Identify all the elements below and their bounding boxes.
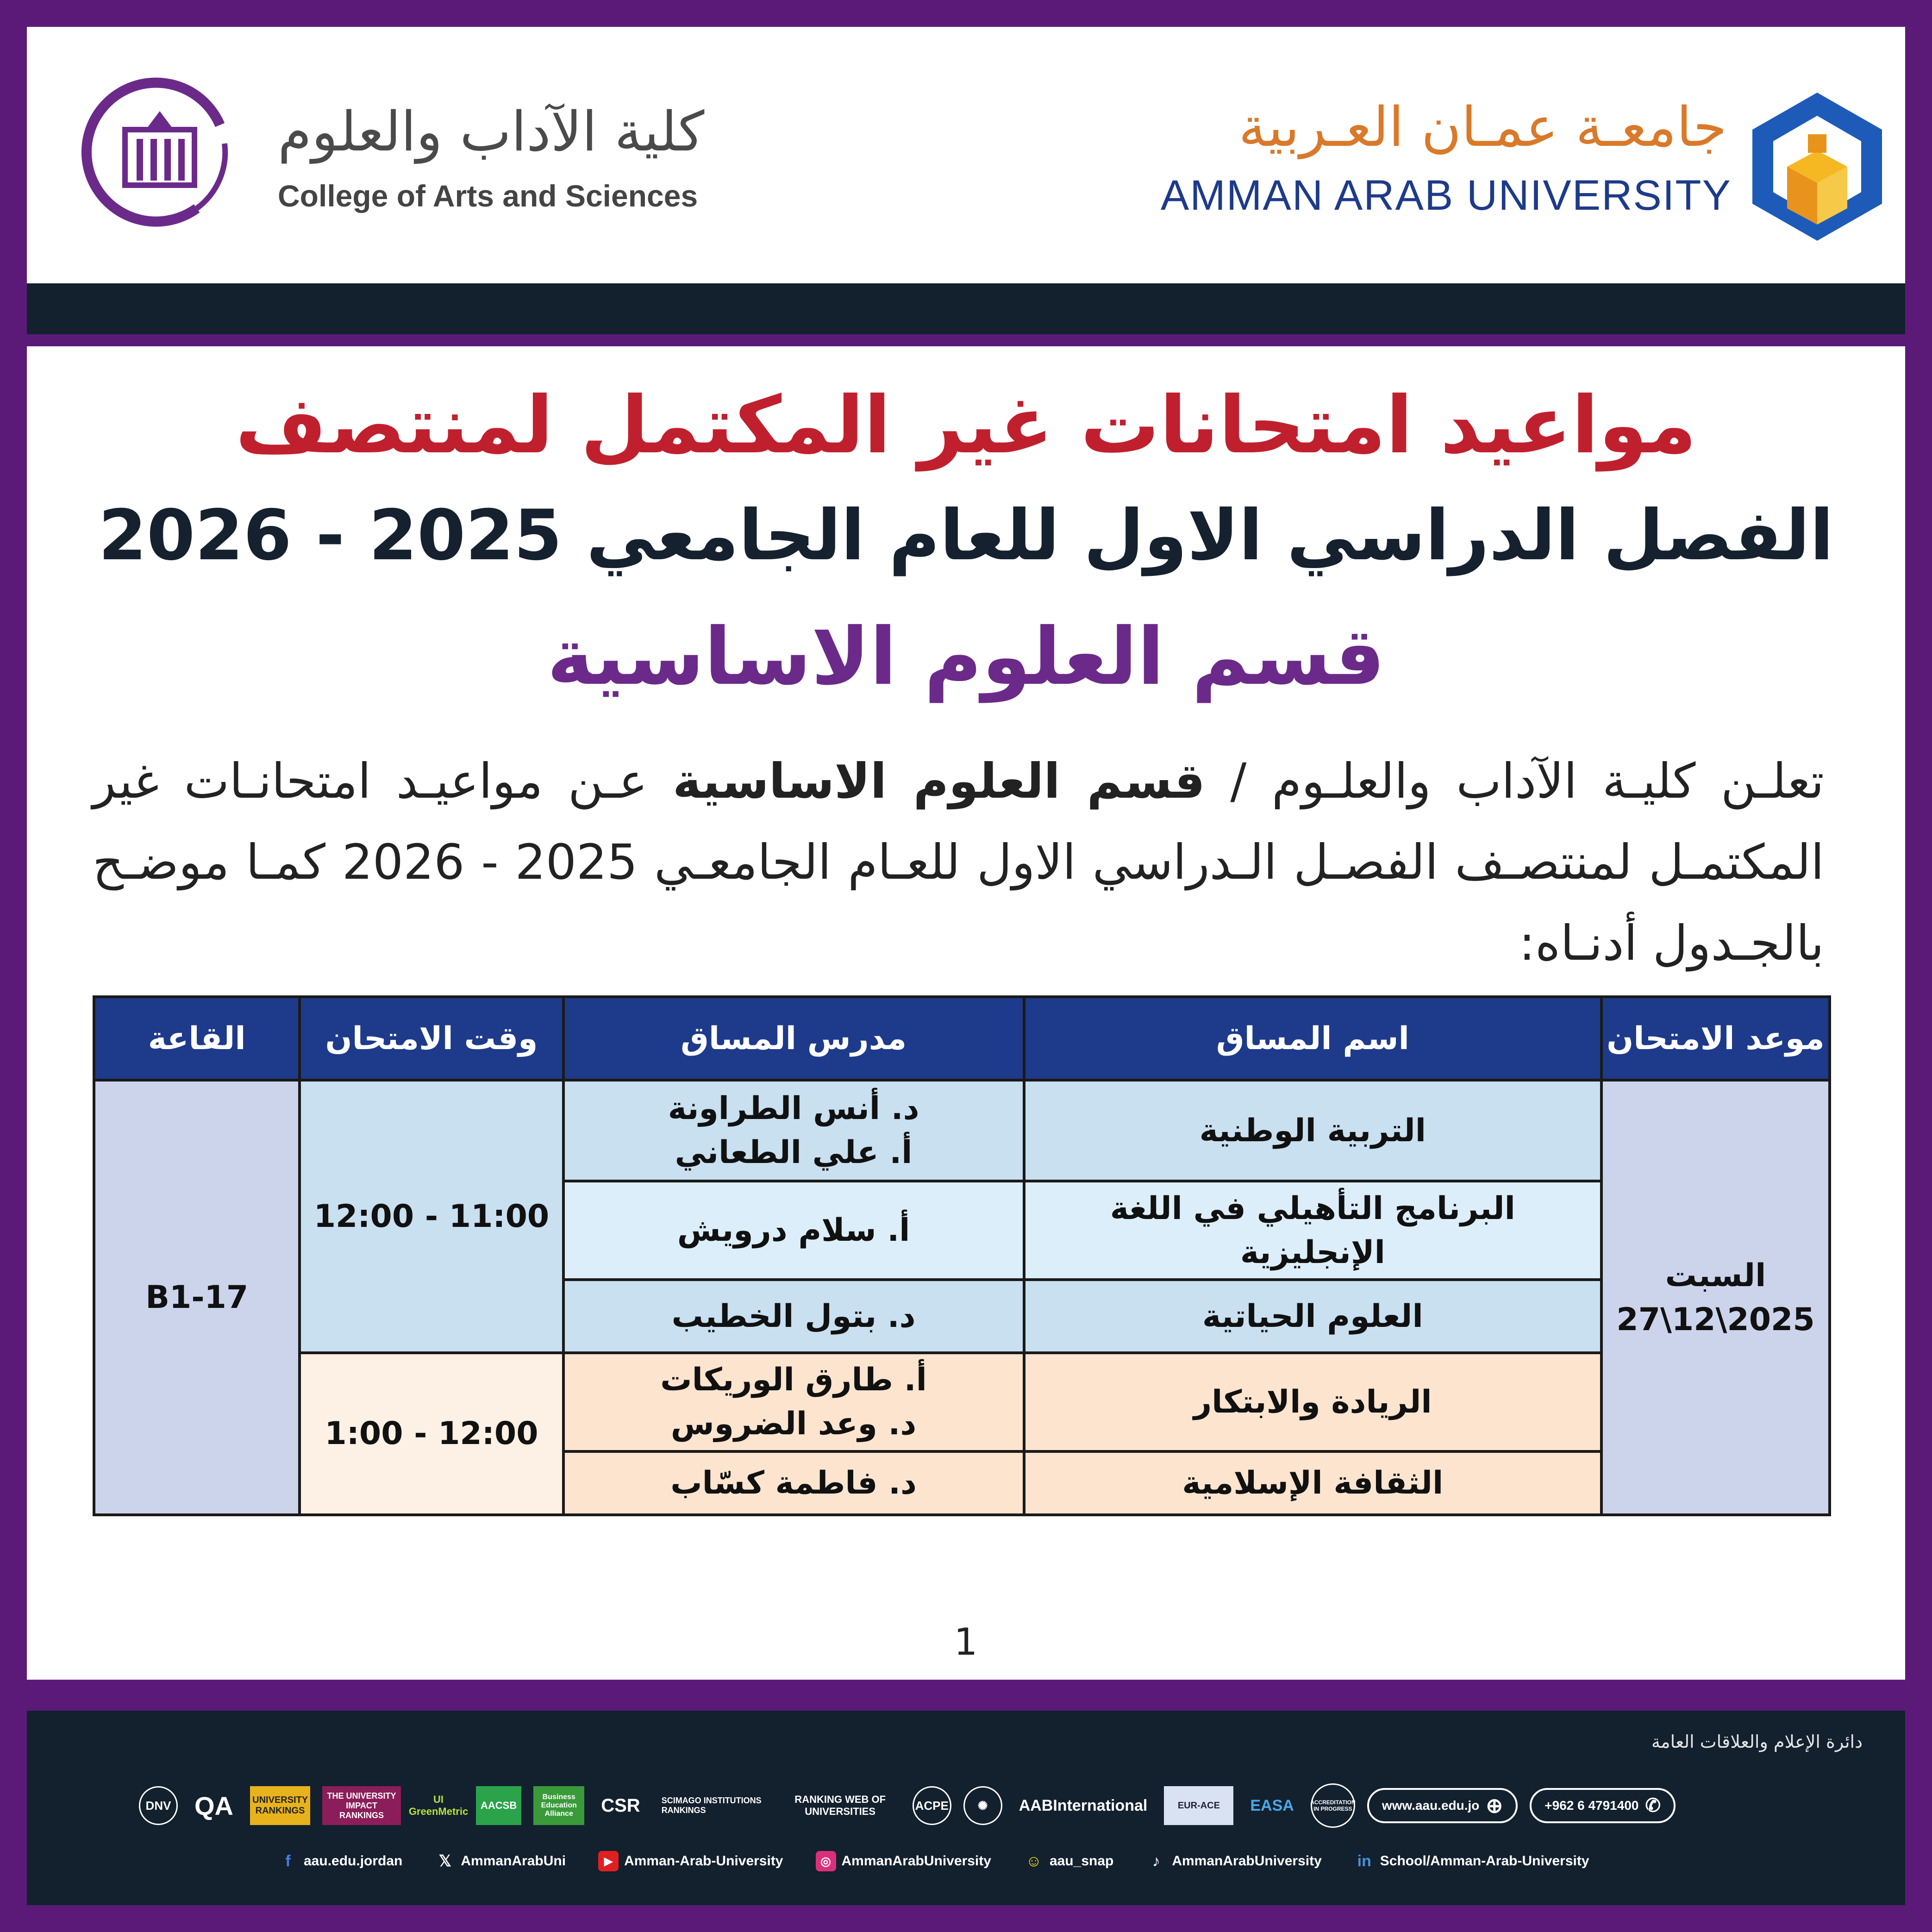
badge-qa: QA xyxy=(194,1791,233,1820)
table-row xyxy=(94,1080,1830,1181)
time-slot-cell: 12:00 - 1:00 xyxy=(300,1353,563,1515)
room-cell: B1-17 xyxy=(94,1080,300,1515)
badge-eur-ace: EUR-ACE xyxy=(1164,1786,1233,1825)
badge-acpe: ACPE xyxy=(913,1786,951,1825)
badge-easa: EASA xyxy=(1250,1796,1294,1814)
course-name-line: البرنامج التأهيلي في اللغة xyxy=(1110,1190,1515,1227)
college-name-en: College of Arts and Sciences xyxy=(278,179,698,213)
exam-date: 2025\12\27 xyxy=(1616,1301,1815,1338)
instructor-name: أ. علي الطعاني xyxy=(675,1134,913,1171)
instructor-name: د. أنس الطراونة xyxy=(668,1090,919,1127)
facebook-handle: aau.edu.jordan xyxy=(304,1853,403,1869)
badge-csr: CSR xyxy=(601,1795,640,1816)
intro-text-1: تعلـن كليـة الآداب والعلـوم / xyxy=(1205,753,1825,809)
social-facebook[interactable] xyxy=(278,1851,402,1871)
badge-university-rankings: UNIVERSITY RANKINGS xyxy=(250,1786,310,1825)
globe-icon: ⊕ xyxy=(1486,1794,1503,1817)
phone-text: +962 6 4791400 xyxy=(1544,1798,1639,1813)
badge-scimago: SCIMAGO INSTITUTIONS RANKINGS xyxy=(661,1796,762,1815)
intro-dept: قسم العلوم الاساسية xyxy=(673,753,1206,809)
page-number: 1 xyxy=(954,1620,978,1663)
website-link[interactable] xyxy=(1367,1788,1518,1823)
instructor-name: د. وعد الضروس xyxy=(670,1406,917,1443)
table-header-row xyxy=(94,997,1830,1080)
footer-department: دائرة الإعلام والعلاقات العامة xyxy=(1651,1732,1863,1752)
intro-text-2: عـن مواعيـد امتحانـات غير المكتمـل لمنتصـف الفصـل الـدراسي الاول للعـام الجامعـي 2025 - 2026 كمـا موضـح بالجـدول أدنـاه: xyxy=(93,753,1824,971)
social-snapchat[interactable] xyxy=(1024,1851,1113,1871)
social-youtube[interactable] xyxy=(598,1851,783,1871)
header-room: القاعة xyxy=(94,997,300,1080)
website-text: www.aau.edu.jo xyxy=(1382,1798,1480,1813)
badge-business-alliance: Business Education Alliance xyxy=(533,1786,584,1825)
x-icon: 𝕏 xyxy=(438,1852,452,1870)
youtube-handle: Amman-Arab-University xyxy=(624,1853,783,1869)
course-cell: العلوم الحياتية xyxy=(1024,1280,1601,1352)
page-title: مواعيد امتحانات غير المكتمل لمنتصف xyxy=(235,380,1697,471)
time-slot-cell: 11:00 - 12:00 xyxy=(300,1080,563,1353)
university-name-ar: جامعـة عمـان العـربية xyxy=(1238,95,1727,159)
social-linkedin[interactable] xyxy=(1354,1851,1589,1871)
linkedin-handle: School/Amman-Arab-University xyxy=(1380,1853,1589,1869)
table-row xyxy=(94,1353,1830,1451)
college-name-ar: كلية الآداب والعلوم xyxy=(278,100,705,163)
accreditation-badges xyxy=(139,1778,1806,1833)
badge-aacsb: AACSB xyxy=(476,1786,521,1825)
linkedin-icon: in xyxy=(1357,1852,1371,1870)
course-cell: الريادة والابتكار xyxy=(1024,1353,1601,1451)
badge-greenmetric: UI GreenMetric xyxy=(408,1794,469,1817)
x-handle: AmmanArabUni xyxy=(461,1853,566,1869)
header-course: اسم المساق xyxy=(1024,997,1601,1080)
badge-emblem-icon: ✺ xyxy=(963,1786,1002,1825)
university-logo xyxy=(1750,90,1884,243)
course-name-line: الإنجليزية xyxy=(1240,1234,1385,1271)
snapchat-handle: aau_snap xyxy=(1049,1853,1114,1869)
instructor-name: أ. طارق الوريكات xyxy=(660,1362,927,1399)
instructor-cell: د. فاطمة كسّاب xyxy=(563,1451,1024,1515)
phone-link[interactable] xyxy=(1530,1788,1676,1823)
instructor-cell xyxy=(563,1353,1024,1451)
department-title: قسم العلوم الاساسية xyxy=(547,611,1385,703)
badge-accreditation-progress: ACCREDITATION IN PROGRESS xyxy=(1311,1783,1355,1828)
tiktok-handle: AmmanArabUniversity xyxy=(1172,1853,1322,1869)
social-instagram[interactable] xyxy=(816,1851,991,1871)
social-tiktok[interactable] xyxy=(1146,1851,1321,1871)
exam-schedule-table xyxy=(93,995,1831,1516)
intro-paragraph xyxy=(93,741,1824,984)
badge-ranking-web: RANKING WEB OF UNIVERSITIES xyxy=(794,1794,886,1817)
course-cell xyxy=(1024,1181,1601,1280)
header-instructor: مدرس المساق xyxy=(563,997,1024,1080)
instructor-cell: د. بتول الخطيب xyxy=(563,1280,1024,1352)
header-time: وقت الامتحان xyxy=(300,997,563,1080)
badge-dnv: DNV xyxy=(139,1786,178,1825)
instructor-cell: أ. سلام درويش xyxy=(563,1181,1024,1280)
social-x[interactable] xyxy=(435,1851,566,1871)
semester-title: الفصل الدراسي الاول للعام الجامعي 2025 - 2026 xyxy=(98,495,1834,576)
exam-date-cell xyxy=(1601,1080,1830,1515)
badge-aab: AABInternational xyxy=(1019,1796,1148,1814)
snapchat-icon: ☺ xyxy=(1025,1852,1042,1870)
exam-day: السبت xyxy=(1665,1257,1766,1294)
phone-icon: ✆ xyxy=(1645,1795,1661,1816)
youtube-icon: ▶ xyxy=(598,1851,619,1871)
university-name-en: AMMAN ARAB UNIVERSITY xyxy=(1160,172,1732,219)
facebook-icon: f xyxy=(285,1852,291,1870)
instagram-handle: AmmanArabUniversity xyxy=(841,1853,991,1869)
header-date: موعد الامتحان xyxy=(1601,997,1830,1080)
course-cell: الثقافة الإسلامية xyxy=(1024,1451,1601,1515)
tiktok-icon: ♪ xyxy=(1152,1852,1160,1870)
badge-the-impact: THE UNIVERSITY IMPACT RANKINGS xyxy=(322,1786,401,1825)
college-logo xyxy=(81,74,238,231)
instructor-cell xyxy=(563,1080,1024,1181)
social-links xyxy=(278,1845,1759,1877)
header-divider-band xyxy=(27,283,1905,334)
course-cell: التربية الوطنية xyxy=(1024,1080,1601,1181)
instagram-icon: ◎ xyxy=(816,1851,836,1871)
